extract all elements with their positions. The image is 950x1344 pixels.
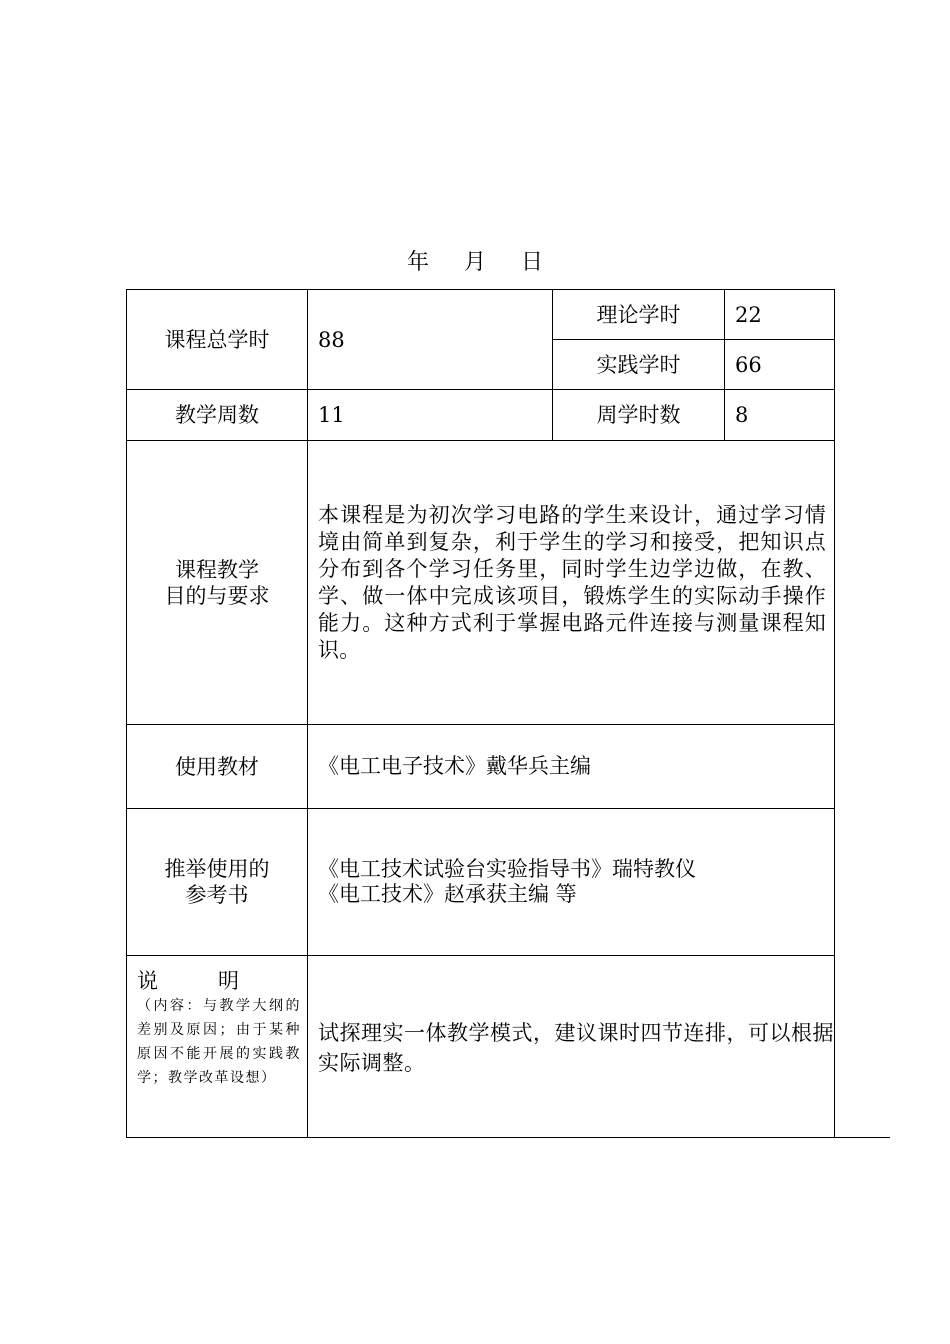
objectives-label (127, 441, 308, 725)
total-hours-label: 课程总学时 (127, 290, 308, 390)
references-label (127, 809, 308, 956)
date-month: 月 (463, 250, 486, 275)
date-year: 年 (406, 250, 429, 275)
total-hours-value: 88 (308, 290, 553, 390)
objectives-text: 本课程是为初次学习电路的学生来设计，通过学习情境由简单到复杂，利于学生的学习和接受，把知识点分布到各个学习任务里，同时学生边学边做，在教、学、做一体中完成该项目，锻炼学生的实际动手操作能力。这种方式利于掌握电路元件连接与测量课程知识。 (308, 441, 835, 725)
notes-title-part2: 明 (218, 969, 239, 993)
practice-hours-label: 实践学时 (553, 340, 725, 390)
notes-title-part1: 说 (137, 969, 158, 993)
notes-label (127, 956, 308, 1138)
objectives-label-line2: 目的与要求 (164, 583, 270, 608)
textbook-label: 使用教材 (127, 725, 308, 809)
course-plan-table (126, 289, 835, 1138)
notes-text: 试探理实一体教学模式，建议课时四节连排，可以根据实际调整。 (308, 956, 835, 1138)
practice-hours-value: 66 (725, 340, 835, 390)
objectives-label-line1: 课程教学 (175, 557, 259, 582)
references-label-line1: 推举使用的 (164, 857, 270, 881)
date-line (0, 248, 950, 278)
references-label-line2: 参考书 (185, 883, 249, 907)
table-trailing-rule (834, 1137, 890, 1138)
notes-subtitle: （内容：与教学大纲的差别及原因；由于某种原因不能开展的实践教学；教学改革设想） (137, 998, 301, 1086)
reference-book-1: 《电工技术试验台实验指导书》瑞特教仪 (318, 857, 696, 881)
theory-hours-value: 22 (725, 290, 835, 340)
weekly-hours-value: 8 (725, 390, 835, 441)
theory-hours-label: 理论学时 (553, 290, 725, 340)
reference-book-2: 《电工技术》赵承获主编 等 (318, 882, 577, 906)
teaching-weeks-label: 教学周数 (127, 390, 308, 441)
textbook-value: 《电工电子技术》戴华兵主编 (308, 725, 835, 809)
notes-title (137, 968, 301, 994)
date-day: 日 (521, 250, 544, 275)
teaching-weeks-value: 11 (308, 390, 553, 441)
references-list (308, 809, 835, 956)
weekly-hours-label: 周学时数 (553, 390, 725, 441)
